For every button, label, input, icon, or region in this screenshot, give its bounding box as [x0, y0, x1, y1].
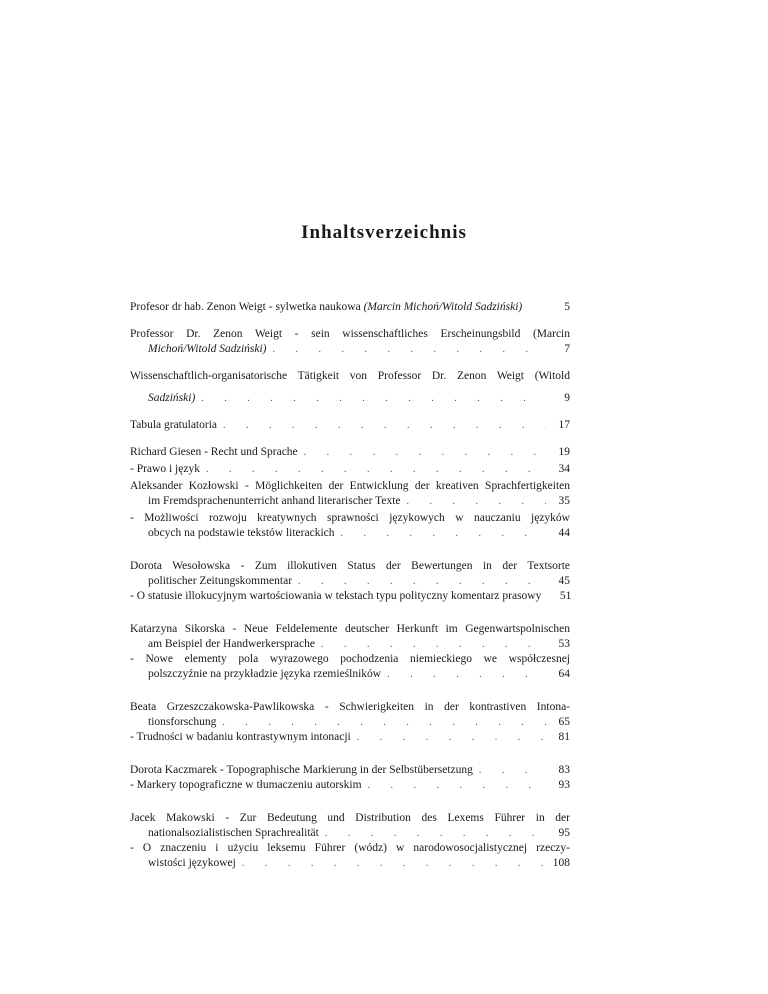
leader-dots [479, 763, 546, 778]
toc-entry-kaczmarek-pl[interactable] [130, 778, 570, 793]
entry-text-cont: im Fremdsprachenunterricht anhand literarischer Texte [148, 495, 401, 507]
leader-dots [304, 445, 546, 460]
leader-dots [222, 715, 546, 730]
toc-entry-grzeszczakowska-de[interactable] [130, 700, 570, 730]
entry-text-cont: tionsforschung [148, 716, 217, 728]
entry-text-cont: am Beispiel der Handwerkersprache [148, 638, 315, 650]
page-number: 81 [558, 731, 570, 743]
page-number: 64 [558, 668, 570, 680]
page-number: 93 [558, 779, 570, 791]
page-number: 9 [564, 392, 570, 404]
leader-dots [357, 730, 546, 745]
leader-dots [298, 574, 546, 589]
leader-dots [325, 826, 546, 841]
page-number: 44 [558, 527, 570, 539]
entry-text-cont: polszczyźnie na przykładzie języka rzemieślników [148, 668, 382, 680]
entry-text-cont: obcych na podstawie tekstów literackich [148, 527, 335, 539]
page-number: 53 [558, 638, 570, 650]
entry-text: - Trudności w badaniu kontrastywnym intonacji [130, 731, 351, 743]
toc-entry-weigt-sylwetka[interactable] [130, 300, 570, 315]
toc-entry-makowski-de[interactable] [130, 811, 570, 841]
toc-entry-grzeszczakowska-pl[interactable] [130, 730, 570, 745]
leader-dots [273, 342, 546, 357]
page-number: 83 [558, 764, 570, 776]
leader-dots [206, 462, 546, 477]
toc-entry-sikorska-de[interactable] [130, 622, 570, 652]
page-number: 17 [558, 419, 570, 431]
page-number: 108 [552, 857, 570, 869]
entry-text: - Prawo i język [130, 463, 200, 475]
toc-entry-giesen-pl[interactable] [130, 462, 570, 477]
entry-text: Beata Grzeszczakowska-Pawlikowska - Schwierigkeiten in der kontrastiven Intona- [130, 701, 570, 713]
entry-text: Richard Giesen - Recht und Sprache [130, 446, 298, 458]
table-of-contents [130, 300, 570, 871]
entry-text: - O statusie illokucyjnym wartościowania w tekstach typu polityczny komentarz prasowy [130, 590, 542, 602]
page-number: 65 [558, 716, 570, 728]
toc-entry-tabula-gratulatoria[interactable] [130, 418, 570, 433]
entry-text-cont: nationalsozialistischen Sprachrealität [148, 827, 319, 839]
leader-dots [242, 856, 546, 871]
page-number: 45 [558, 575, 570, 587]
leader-dots [368, 778, 546, 793]
entry-text: - O znaczeniu i użyciu leksemu Führer (wódz) w narodowosocjalistycznej rzeczy- [130, 842, 570, 854]
page-number: 34 [558, 463, 570, 475]
entry-text: Profesor dr hab. Zenon Weigt - sylwetka naukowa [130, 301, 361, 313]
leader-dots [321, 637, 546, 652]
page-number: 95 [558, 827, 570, 839]
page-number: 51 [559, 590, 572, 602]
entry-text: Aleksander Kozłowski - Möglichkeiten der Entwicklung der kreativen Sprachfertigkeiten [130, 480, 570, 492]
entry-text: - Nowe elementy pola wyrazowego pochodzenia niemieckiego we współczesnej [130, 653, 570, 665]
entry-text: Katarzyna Sikorska - Neue Feldelemente deutscher Herkunft im Gegenwartspolnischen [130, 623, 570, 635]
toc-entry-weigt-erscheinungsbild[interactable] [130, 327, 570, 357]
toc-entry-wesolowska-de[interactable] [130, 559, 570, 589]
leader-dots [341, 526, 547, 541]
toc-entry-makowski-pl[interactable] [130, 841, 570, 871]
entry-text: Dorota Kaczmarek - Topographische Markierung in der Selbstübersetzung [130, 764, 473, 776]
toc-entry-wesolowska-pl[interactable] [130, 589, 570, 604]
toc-entry-weigt-taetigkeit[interactable] [130, 369, 570, 406]
entry-text: Tabula gratulatoria [130, 419, 218, 431]
page-number: 5 [564, 301, 570, 313]
entry-text-cont: politischer Zeitungskommentar [148, 575, 293, 587]
entry-text: Professor Dr. Zenon Weigt - sein wissenschaftliches Erscheinungsbild (Marcin [130, 328, 570, 340]
page-number: 7 [564, 343, 570, 355]
toc-entry-kozlowski-de[interactable] [130, 479, 570, 509]
leader-dots [407, 494, 546, 509]
entry-text: - Markery topograficzne w tłumaczeniu autorskim [130, 779, 362, 791]
entry-text-cont: Michoń/Witold Sadziński) [148, 343, 267, 355]
entry-text: Dorota Wesołowska - Zum illokutiven Status der Bewertungen in der Textsorte [130, 560, 570, 572]
page-number: 19 [558, 446, 570, 458]
toc-entry-sikorska-pl[interactable] [130, 652, 570, 682]
toc-entry-kozlowski-pl[interactable] [130, 511, 570, 541]
entry-text-cont: wistości językowej [148, 857, 236, 869]
leader-dots [223, 418, 546, 433]
leader-dots [387, 667, 546, 682]
entry-authors-note: (Marcin Michoń/Witold Sadziński) [363, 301, 523, 313]
entry-text: Wissenschaftlich-organisatorische Tätigkeit von Professor Dr. Zenon Weigt (Witold [130, 370, 570, 382]
entry-text-cont: Sadziński) [148, 392, 196, 404]
toc-entry-giesen-de[interactable] [130, 445, 570, 460]
page-title: Inhaltsverzeichnis [301, 222, 467, 243]
entry-text: Jacek Makowski - Zur Bedeutung und Distribution des Lexems Führer in der [130, 812, 570, 824]
toc-entry-kaczmarek-de[interactable] [130, 763, 570, 778]
leader-dots [201, 391, 546, 406]
entry-text: - Możliwości rozwoju kreatywnych sprawności językowych w nauczaniu języków [130, 512, 570, 524]
page-number: 35 [558, 495, 570, 507]
